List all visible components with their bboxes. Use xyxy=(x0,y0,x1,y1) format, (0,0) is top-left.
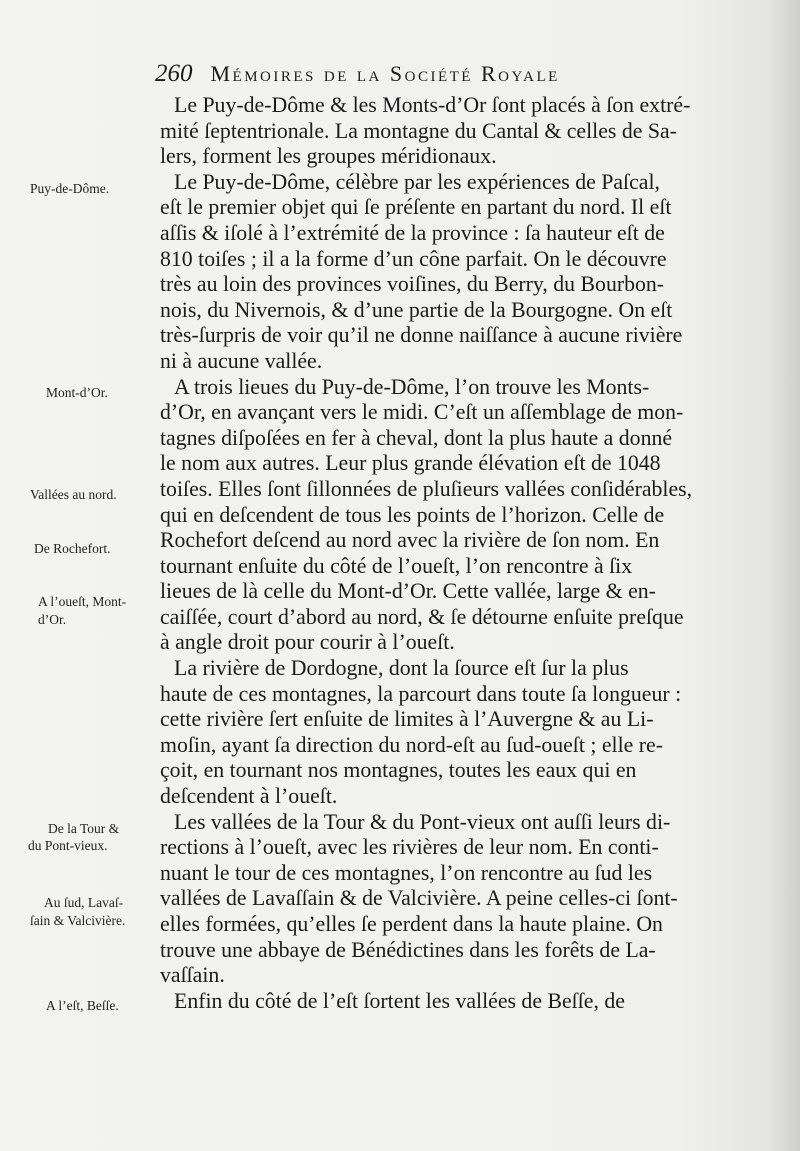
text-line: lers, forment les groupes méridionaux. xyxy=(160,144,497,169)
text-line: cette rivière ſert enſuite de limites à l’Auvergne & au Li- xyxy=(160,707,654,732)
text-line: elles formées, qu’elles ſe perdent dans la haute plaine. On xyxy=(160,912,663,936)
margin-note-sud-line2: ſain & Valcivière. xyxy=(30,913,126,928)
page-number: 260 xyxy=(155,60,193,87)
text-line: qui en deſcendent de tous les points de l’horizon. Celle de xyxy=(160,502,665,527)
text-line: Les vallées de la Tour & du Pont-vieux ont auſſi leurs di- xyxy=(174,809,671,834)
text-line: Le Puy-de-Dôme & les Monts-d’Or ſont placés à ſon extré- xyxy=(174,93,691,117)
margin-note-mont-dor: Mont-d’Or. xyxy=(46,385,108,400)
text-line: lieues de là celle du Mont-d’Or. Cette vallée, large & en- xyxy=(160,579,656,604)
text-line: très-ſurpris de voir qu’il ne donne naiſſance à aucune rivière xyxy=(160,323,683,348)
body-text xyxy=(160,93,740,1014)
text-line: d’Or, en avançant vers le midi. C’eſt un aſſemblage de mon- xyxy=(160,400,684,425)
text-line: vallées de Lavaſſain & de Valcivière. A peine celles-ci ſont- xyxy=(160,886,678,911)
text-line: trouve une abbaye de Bénédictines dans les forêts de La- xyxy=(160,937,656,962)
text-line: ni à aucune vallée. xyxy=(160,348,323,373)
text-line: tournant enſuite du côté de l’oueſt, l’on rencontre à ſix xyxy=(160,553,633,578)
margin-note-ouest-line1: A l’oueſt, Mont- xyxy=(38,594,127,609)
text-line: rections à l’oueſt, avec les rivières de leur nom. En conti- xyxy=(160,835,659,860)
margin-note-tour-line1: De la Tour & xyxy=(48,821,120,836)
text-line: aſſis & iſolé à l’extrémité de la province : ſa hauteur eſt de xyxy=(160,220,665,245)
text-line: à angle droit pour courir à l’oueſt. xyxy=(160,630,455,655)
text-line: toiſes. Elles ſont ſillonnées de pluſieurs vallées conſidérables, xyxy=(160,476,693,501)
text-line: haute de ces montagnes, la parcourt dans toute ſa longueur : xyxy=(160,681,682,706)
text-line: très au loin des provinces voiſines, du Berry, du Bourbon- xyxy=(160,272,665,297)
text-line: Rochefort deſcend au nord avec la rivière de ſon nom. En xyxy=(160,528,660,553)
text-line: La rivière de Dordogne, dont la ſource eſt ſur la plus xyxy=(174,656,629,681)
text-line: A trois lieues du Puy-de-Dôme, l’on trouve les Monts- xyxy=(174,374,650,399)
page-header xyxy=(155,60,715,94)
text-line: nois, du Nivernois, & d’une partie de la Bourgogne. On eſt xyxy=(160,297,673,322)
text-line: nuant le tour de ces montagnes, l’on rencontre au ſud les xyxy=(160,860,653,885)
text-line: Le Puy-de-Dôme, célèbre par les expériences de Paſcal, xyxy=(174,169,660,194)
margin-note-sud-line1: Au ſud, Lavaſ- xyxy=(44,895,124,910)
text-line: moſin, ayant ſa direction du nord-eſt au ſud-oueſt ; elle re- xyxy=(160,732,663,757)
text-line: 810 toiſes ; il a la forme d’un cône parfait. On le découvre xyxy=(160,246,667,271)
margin-note-tour-line2: du Pont-vieux. xyxy=(28,838,108,853)
text-line: eſt le premier objet qui ſe préſente en partant du nord. Il eſt xyxy=(160,195,672,220)
margin-note-puy-de-dome: Puy-de-Dôme. xyxy=(30,181,110,196)
running-title: Mémoires de la Société Royale xyxy=(210,61,560,86)
text-line: tagnes diſpoſées en fer à cheval, dont la plus haute a donné xyxy=(160,425,673,450)
margin-note-vallees-nord: Vallées au nord. xyxy=(30,487,117,502)
text-line: çoit, en tournant nos montagnes, toutes les eaux qui en xyxy=(160,758,637,783)
text-line: deſcendent à l’oueſt. xyxy=(160,784,338,809)
text-line: Enfin du côté de l’eſt ſortent les vallées de Beſſe, de xyxy=(174,988,625,1013)
text-line: caiſſée, court d’abord au nord, & ſe détourne enſuite preſque xyxy=(160,604,684,629)
text-line: mité ſeptentrionale. La montagne du Cantal & celles de Sa- xyxy=(160,118,677,143)
margin-note-ouest-line2: d’Or. xyxy=(38,612,67,627)
margin-note-rochefort: De Rochefort. xyxy=(34,541,111,556)
margin-note-est: A l’eſt, Beſſe. xyxy=(46,998,119,1013)
text-line: vaſſain. xyxy=(160,963,225,988)
text-line: le nom aux autres. Leur plus grande élévation eſt de 1048 xyxy=(160,451,661,476)
